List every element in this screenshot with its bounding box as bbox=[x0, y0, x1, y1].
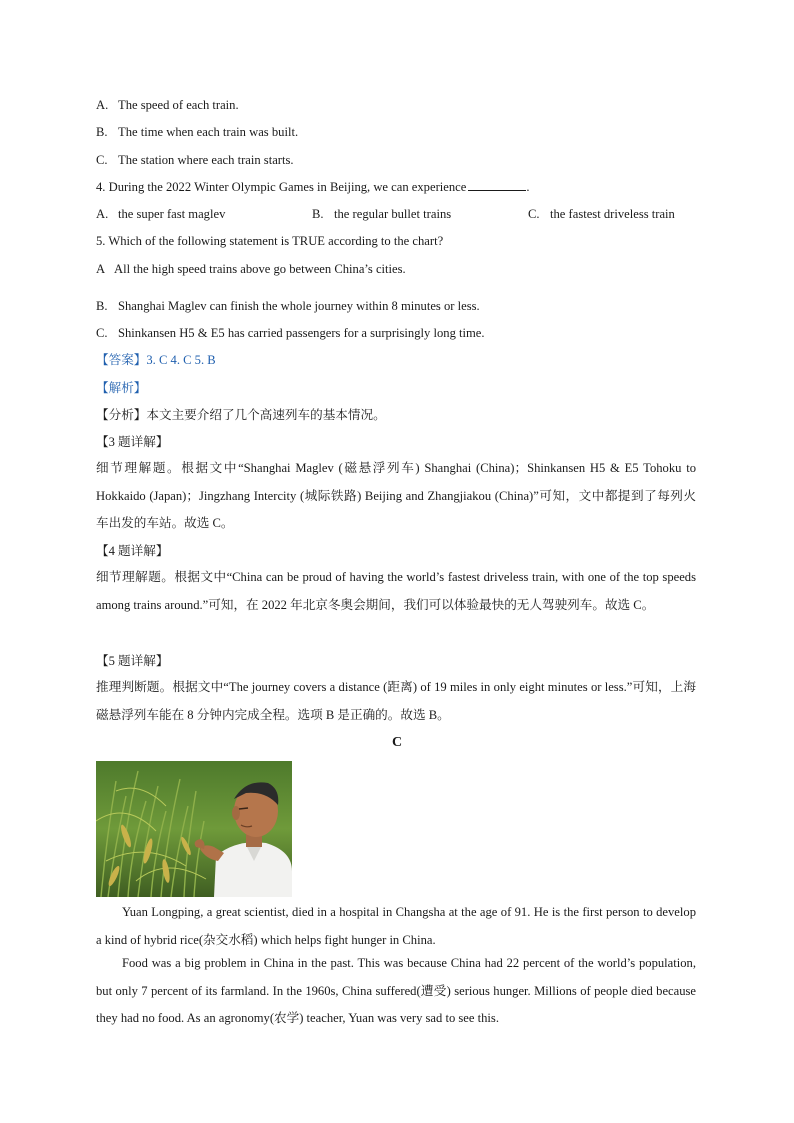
detail3-body: 细节理解题。根据文中“Shanghai Maglev (磁悬浮列车) Shanghai (China)；Shinkansen H5 & E5 Tohoku to Hokkaido (Japan)；Jingzhang Intercity (城际铁路) Beijing and Zhangjiakou (China)”可知，文中都提到了每列火车出发的车站。故选 C。 bbox=[96, 461, 696, 530]
detail5-body: 推理判断题。根据文中“The journey covers a distance (距离) of 19 miles in only eight minutes or less.”可知，上海磁悬浮列车能在 8 分钟内完成全程。选项 B 是正确的。故选 B。 bbox=[96, 680, 696, 722]
answer-line: 【答案】3. C 4. C 5. B bbox=[96, 353, 216, 367]
q4-option-a: A. the super fast maglev bbox=[96, 207, 226, 221]
q4-options bbox=[96, 206, 696, 222]
summary-line: 【分析】本文主要介绍了几个高速列车的基本情况。 bbox=[96, 408, 386, 422]
detail4-heading: 【4 题详解】 bbox=[96, 544, 169, 558]
photo-rice-field-scientist-icon bbox=[96, 761, 292, 897]
answer-blank bbox=[468, 179, 526, 191]
detail4-body: 细节理解题。根据文中“China can be proud of having the world’s fastest driveless train, with one of the top speeds among trains around.”可知，在 2022 年北京冬奥会期间，我们可以体验最快的无人驾驶列车。故选 C。 bbox=[96, 570, 696, 612]
q5-option-b: B. Shanghai Maglev can finish the whole journey within 8 minutes or less. bbox=[96, 299, 480, 313]
q5-option-c: C. Shinkansen H5 & E5 has carried passengers for a surprisingly long time. bbox=[96, 326, 485, 340]
q3-option-a: A. The speed of each train. bbox=[96, 98, 239, 112]
detail5-heading: 【5 题详解】 bbox=[96, 654, 169, 668]
q4-option-b: B. the regular bullet trains bbox=[312, 207, 452, 221]
analysis-label: 【解析】 bbox=[96, 381, 147, 395]
q4-option-c: C. the fastest driveless train bbox=[528, 207, 675, 221]
detail3-heading: 【3 题详解】 bbox=[96, 435, 169, 449]
q3-option-b: B. The time when each train was built. bbox=[96, 125, 299, 139]
q5-stem: 5. Which of the following statement is TRUE according to the chart? bbox=[96, 234, 444, 248]
rice-field-scientist-photo bbox=[96, 761, 292, 897]
passage-paragraph-2: Food was a big problem in China in the past. This was because China had 22 percent of the world’s population, but only 7 percent of its farmland. In the 1960s, China suffered(遭受) serious hunger. Millions of people died because they had no food. As an agronomy(农学) teacher, Yuan was very sad to see this. bbox=[96, 956, 696, 1025]
passage-paragraph-1: Yuan Longping, a great scientist, died in a hospital in Changsha at the age of 91. He is the first person to develop a kind of hybrid rice(杂交水稻) which helps fight hunger in China. bbox=[96, 905, 696, 947]
section-letter: C bbox=[391, 735, 403, 750]
q3-option-c: C. The station where each train starts. bbox=[96, 153, 294, 167]
q4-stem: 4. During the 2022 Winter Olympic Games in Beijing, we can experience . bbox=[96, 180, 530, 194]
q5-option-a: A All the high speed trains above go between China’s cities. bbox=[96, 262, 406, 276]
